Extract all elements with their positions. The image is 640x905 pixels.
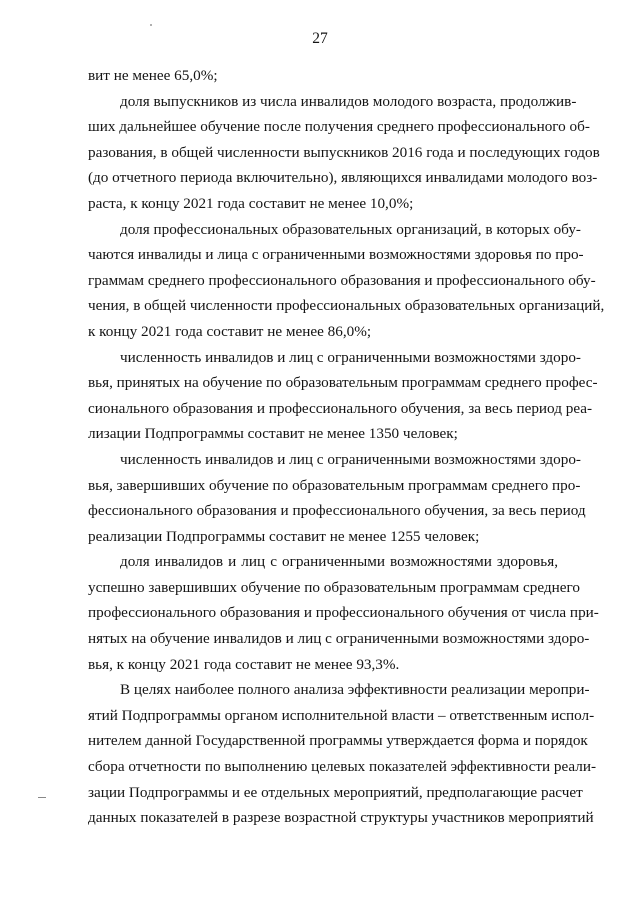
text-line: чения, в общей численности профессиональных образовательных организаций, [88,297,605,315]
text-line: доля профессиональных образовательных организаций, в которых обу- [120,220,581,238]
text-line: лизации Подпрограммы составит не менее 1350 человек; [88,425,458,443]
page-number: 27 [312,30,328,47]
text-line: В целях наиболее полного анализа эффективности реализации меропри- [120,681,590,699]
text-line: численность инвалидов и лиц с ограниченными возможностями здоро- [120,450,581,468]
text-line: сбора отчетности по выполнению целевых показателей эффективности реали- [88,758,597,776]
text-line: данных показателей в разрезе возрастной структуры участников мероприятий [88,809,594,827]
text-line: фессионального образования и профессионального обучения, за весь период [88,502,586,520]
text-line: успешно завершивших обучение по образовательным программам среднего [88,578,580,596]
text-line: доля инвалидов и лиц с ограниченными возможностями здоровья, [120,553,558,571]
text-line: сионального образования и профессионального обучения, за весь период реа- [88,399,593,417]
text-line: профессионального образования и профессионального обучения от числа при- [88,604,599,622]
text-line: численность инвалидов и лиц с ограниченными возможностями здоро- [120,348,581,366]
text-line: граммам среднего профессионального образования и профессионального обу- [88,271,596,289]
text-line: раста, к концу 2021 года составит не менее 10,0%; [88,194,414,212]
text-line: доля выпускников из числа инвалидов молодого возраста, продолжив- [120,92,577,110]
text-line: нятых на обучение инвалидов и лиц с ограниченными возможностями здоро- [88,630,590,648]
text-line: к концу 2021 года составит не менее 86,0%; [88,322,372,340]
text-line: ших дальнейшее обучение после получения среднего профессионального об- [88,118,590,136]
text-line: реализации Подпрограммы составит не менее 1255 человек; [88,527,480,545]
text-line: вья, принятых на обучение по образовательным программам среднего профес- [88,374,598,392]
text-line: вит не менее 65,0%; [88,67,218,84]
text-line: зации Подпрограммы и ее отдельных мероприятий, предполагающие расчет [88,783,583,801]
text-line: разования, в общей численности выпускников 2016 года и последующих годов [88,143,600,161]
margin-mark [38,797,46,798]
scan-artifact-dot [150,24,152,26]
text-line: (до отчетного периода включительно), являющихся инвалидами молодого воз- [88,169,598,187]
text-line: ятий Подпрограммы органом исполнительной власти – ответственным испол- [88,706,595,724]
text-line: вья, завершивших обучение по образовательным программам среднего про- [88,476,581,494]
text-line: чаются инвалиды и лица с ограниченными возможностями здоровья по про- [88,246,584,264]
text-line: нителем данной Государственной программы утверждается форма и порядок [88,732,588,750]
text-line: вья, к концу 2021 года составит не менее 93,3%. [88,655,400,673]
body-text [88,63,605,831]
